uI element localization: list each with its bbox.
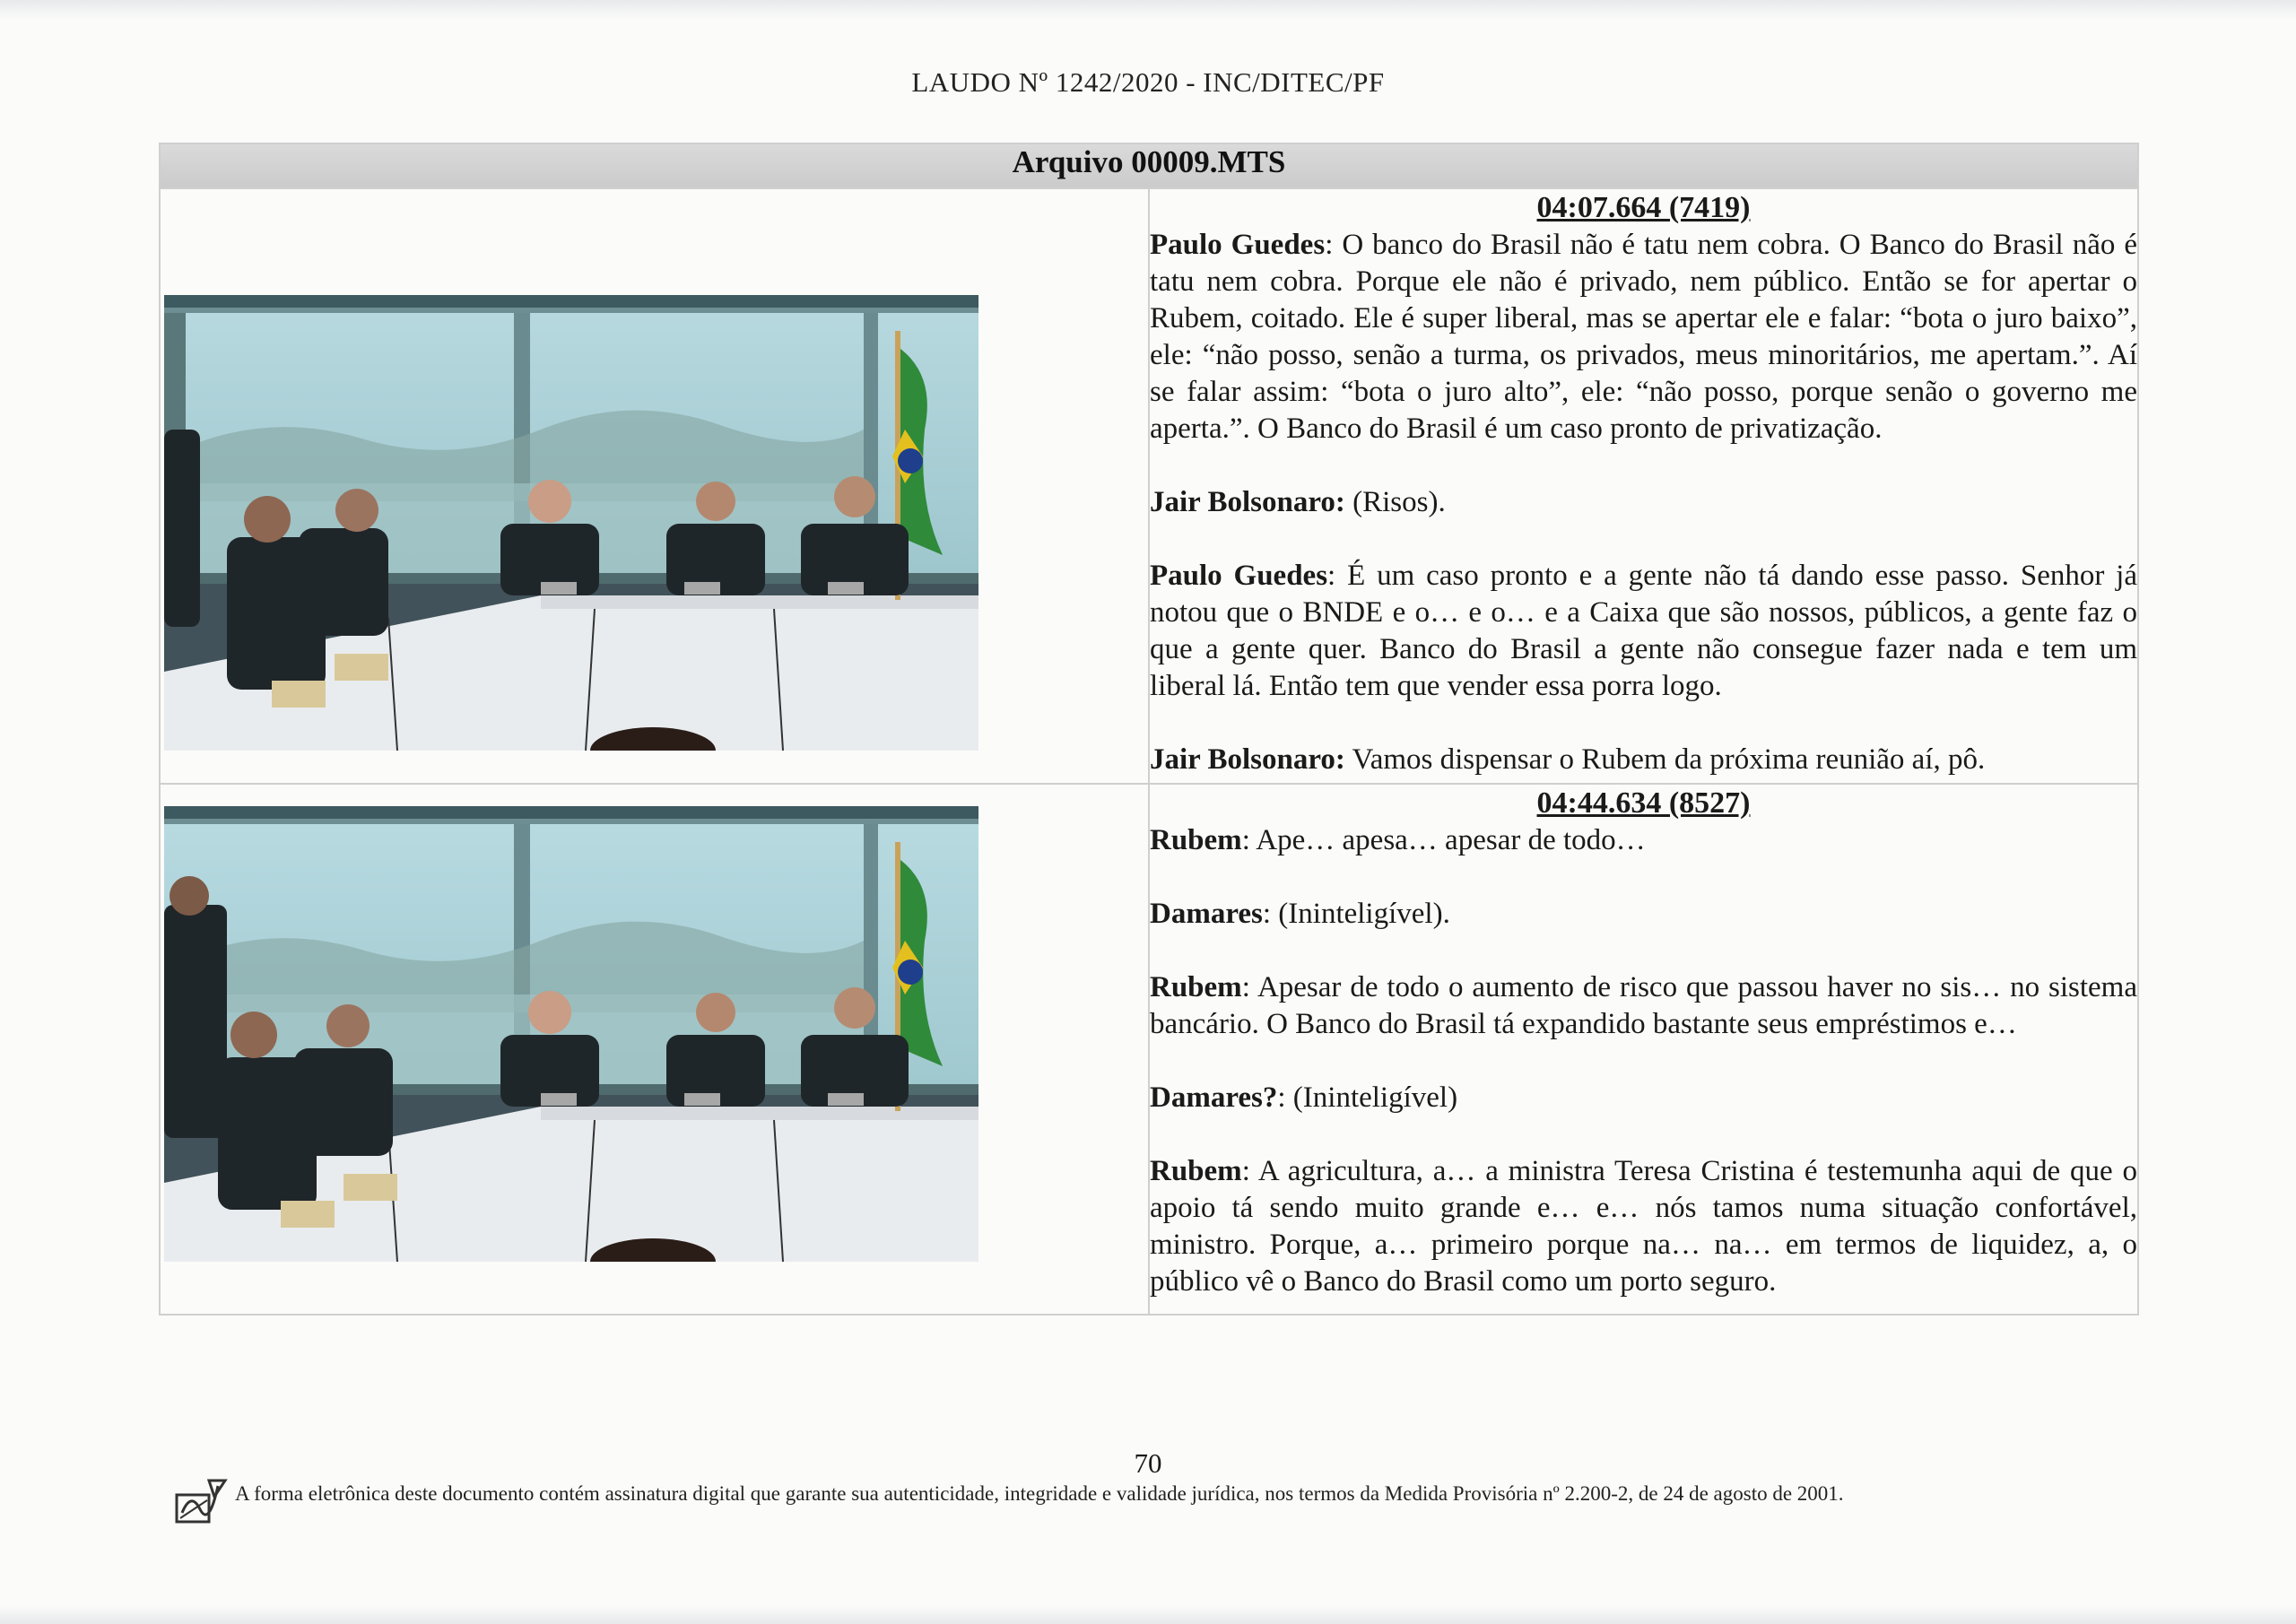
- digital-signature-note: A forma eletrônica deste documento contém assinatura digital que garante sua autenticidade, integridade e validade jurídica, nos termos da Medida Provisória nº 2.200-2, de 24 de agosto de 2001.: [235, 1482, 1844, 1505]
- video-frame-image: [164, 806, 978, 1262]
- scan-edge-top: [0, 0, 2296, 20]
- speaker-name: Paulo Guedes: [1150, 229, 1326, 261]
- video-frame-image: [164, 295, 978, 751]
- speech-jair-bolsonaro: [1150, 484, 2137, 521]
- frame-cell: [160, 784, 1149, 1315]
- frame-cell: [160, 188, 1149, 784]
- timestamp: 04:07.664 (7419): [1536, 191, 1751, 224]
- speech-text: (Risos).: [1352, 486, 1446, 518]
- page-number: 70: [1134, 1447, 1162, 1479]
- speech-text: Ape… apesa… apesar de todo…: [1256, 824, 1646, 856]
- scan-edge-bottom: [0, 1605, 2296, 1624]
- speech-paulo-guedes: Paulo Guedes: É um caso pronto e a gente não tá dando esse passo. Senhor já notou que o BNDE e o… e o… e a Caixa que são nossos, públicos, a gente faz o que a gente quer. Banco do Brasil a gente não consegue fazer nada e tem um liberal lá. Então tem que vender essa porra logo.: [1150, 560, 2137, 702]
- file-name-header: Arquivo 00009.MTS: [160, 143, 2138, 188]
- speaker-name: Rubem: [1150, 971, 1242, 1003]
- speech-text: Vamos dispensar o Rubem da próxima reunião aí, pô.: [1352, 743, 1986, 776]
- speech-rubem: Rubem: A agricultura, a… a ministra Teresa Cristina é testemunha aqui de que o apoio tá sendo muito grande e… e… nós tamos numa situação confortável, ministro. Porque, a… primeiro porque na… na… em termos de liquidez, a, o público vê o Banco do Brasil como um porto seguro.: [1150, 1155, 2137, 1298]
- speech-rubem: Rubem: Apesar de todo o aumento de risco que passou haver no sis… no sistema bancário. O Banco do Brasil tá expandido bastante seus empréstimos e…: [1150, 971, 2138, 1040]
- speech-jair-bolsonaro: [1150, 742, 2137, 778]
- speech-rubem: Rubem: Ape… apesa… apesar de todo…: [1150, 824, 1646, 856]
- speech-paulo-guedes: Paulo Guedes: O banco do Brasil não é tatu nem cobra. O Banco do Brasil não é tatu nem cobra. Porque ele não é privado, nem público. Então se for apertar o Rubem, coitado. Ele é super liberal, mas se apertar ele e falar: “bota o juro baixo”, ele: “não posso, senão a turma, os privados, meus minoritários, me apertam.”. Aí se falar assim: “bota o juro alto”, ele: “não posso, porque senão o governo me aperta.”. O Banco do Brasil é um caso pronto de privatização.: [1150, 229, 2137, 445]
- document-header: LAUDO Nº 1242/2020 - INC/DITEC/PF: [911, 66, 1385, 98]
- file-header-row: [160, 143, 2138, 188]
- speaker-name: Rubem: [1150, 1155, 1242, 1187]
- speaker-name: Jair Bolsonaro:: [1150, 743, 1345, 776]
- transcript-row: [160, 188, 2138, 784]
- speech-text: O banco do Brasil não é tatu nem cobra. O Banco do Brasil não é tatu nem cobra. Porque ele não é privado, nem público. Então se for apertar o Rubem, coitado. Ele é super liberal, mas se apertar ele e falar: “bota o juro baixo”, ele: “não posso, senão a turma, os privados, meus minoritários, me apertam.”. Aí se falar assim: “bota o juro alto”, ele: “não posso, porque senão o governo me aperta.”. O Banco do Brasil é um caso pronto de privatização.: [1150, 229, 2137, 445]
- speech-text: (Ininteligível): [1292, 1081, 1458, 1114]
- speech-damares: Damares: (Ininteligível).: [1150, 898, 1450, 930]
- transcript-cell: [1149, 784, 2138, 1315]
- speaker-name: Damares?: [1150, 1081, 1278, 1114]
- speaker-name: Damares: [1150, 898, 1263, 930]
- transcript-table: [159, 143, 2139, 1316]
- speech-text: A agricultura, a… a ministra Teresa Cristina é testemunha aqui de que o apoio tá sendo muito grande e… e… nós tamos numa situação confortável, ministro. Porque, a… primeiro porque na… na… em termos de liquidez, a, o público vê o Banco do Brasil como um porto seguro.: [1150, 1155, 2137, 1298]
- speech-text: Apesar de todo o aumento de risco que passou haver no sis… no sistema bancário. O Banco do Brasil tá expandido bastante seus empréstimos e…: [1150, 971, 2138, 1040]
- transcript-cell: [1149, 188, 2138, 784]
- timestamp: 04:44.634 (8527): [1536, 786, 1751, 820]
- speaker-name: Rubem: [1150, 824, 1242, 856]
- transcript-row: [160, 784, 2138, 1315]
- speech-text: É um caso pronto e a gente não tá dando esse passo. Senhor já notou que o BNDE e o… e o… e a Caixa que são nossos, públicos, a gente faz o que a gente quer. Banco do Brasil a gente não consegue fazer nada e tem um liberal lá. Então tem que vender essa porra logo.: [1150, 560, 2137, 702]
- speaker-name: Paulo Guedes: [1150, 560, 1328, 592]
- speech-text: (Ininteligível).: [1278, 898, 1450, 930]
- speaker-name: Jair Bolsonaro:: [1150, 486, 1345, 518]
- speech-damares: Damares?: (Ininteligível): [1150, 1081, 1458, 1114]
- digital-signature-seal-icon: [173, 1473, 229, 1529]
